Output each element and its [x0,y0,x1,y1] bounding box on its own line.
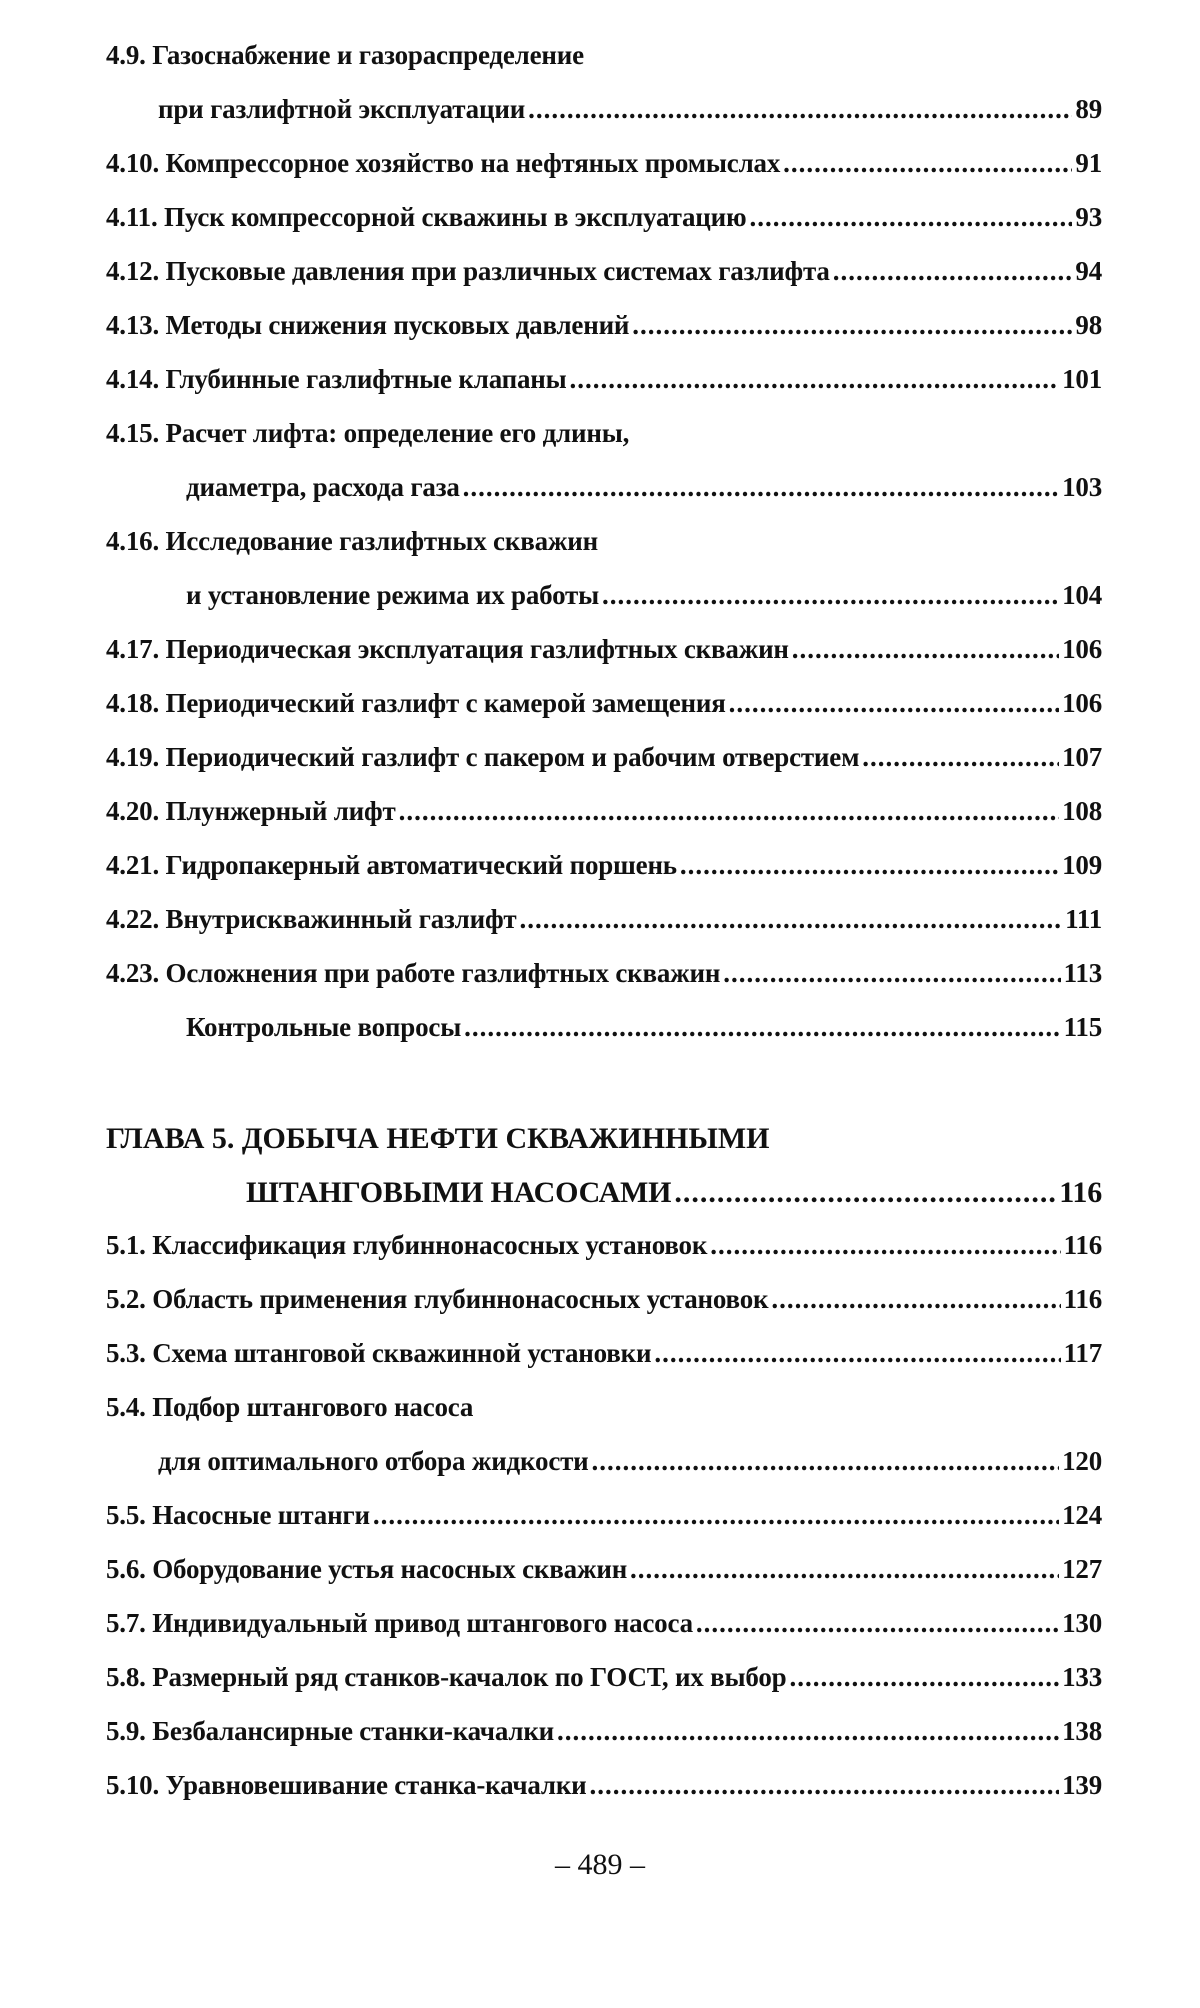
chapter-title: ШТАНГОВЫМИ НАСОСАМИ [246,1176,672,1209]
toc-entry-4-14 [106,364,1102,418]
dot-leader [570,364,1060,395]
toc-entry-5-5 [106,1500,1102,1554]
chapter-title: ГЛАВА 5. ДОБЫЧА НЕФТИ СКВАЖИННЫМИ [106,1122,770,1155]
toc-entry-title: и установление режима их работы [186,580,599,610]
dot-leader [592,1446,1060,1477]
toc-page-number: 113 [1063,958,1102,988]
toc-entry-title: 5.7. Индивидуальный привод штангового насоса [106,1608,693,1638]
table-of-contents [106,40,1102,1824]
chapter-heading [106,1176,1102,1230]
toc-page-number: 108 [1062,796,1102,826]
toc-entry-title: 5.5. Насосные штанги [106,1500,370,1530]
toc-entry-4-17 [106,634,1102,688]
toc-entry-4-9 [106,94,1102,148]
toc-entry-title: 4.22. Внутрискважинный газлифт [106,904,517,934]
toc-entry-title: 4.19. Периодический газлифт с пакером и рабочим отверстием [106,742,860,772]
toc-page-number: 138 [1062,1716,1102,1746]
toc-entry-title: 4.17. Периодическая эксплуатация газлифтных скважин [106,634,789,664]
toc-entry-4-19 [106,742,1102,796]
dot-leader [463,472,1059,503]
dot-leader [792,634,1059,665]
toc-entry-4-20 [106,796,1102,850]
toc-page-number: 116 [1063,1284,1102,1314]
toc-page-number: 104 [1062,580,1102,610]
toc-page-number: 139 [1062,1770,1102,1800]
toc-page-number: 103 [1062,472,1102,502]
toc-page-number: 93 [1075,202,1102,232]
toc-page-number: 117 [1063,1338,1102,1368]
toc-page-number: 111 [1065,904,1102,934]
dot-leader [590,1770,1060,1801]
toc-entry-4-15 [106,472,1102,526]
dot-leader [789,1662,1059,1693]
toc-entry-title: 4.14. Глубинные газлифтные клапаны [106,364,567,394]
toc-entry-4-13 [106,310,1102,364]
toc-entry-title: 5.9. Безбалансирные станки-качалки [106,1716,555,1746]
toc-entry-5-10 [106,1770,1102,1824]
toc-entry-5-4 [106,1446,1102,1500]
toc-page-number: 98 [1075,310,1102,340]
toc-entry-5-6 [106,1554,1102,1608]
toc-page-number: 91 [1075,148,1102,178]
toc-entry-title: 4.23. Осложнения при работе газлифтных скважин [106,958,721,988]
dot-leader [528,94,1072,125]
chapter-heading-first-line [106,1122,1102,1176]
dot-leader [723,958,1060,989]
toc-entry-title: 4.21. Гидропакерный автоматический поршень [106,850,677,880]
toc-entry-title: 5.3. Схема штанговой скважинной установки [106,1338,652,1368]
toc-entry-4-23 [106,958,1102,1012]
toc-entry-title: при газлифтной эксплуатации [158,94,526,124]
toc-entry-title: 5.2. Область применения глубиннонасосных установок [106,1284,769,1314]
toc-entry-5-7 [106,1608,1102,1662]
toc-entry-title: 5.6. Оборудование устья насосных скважин [106,1554,628,1584]
toc-entry-title: 4.10. Компрессорное хозяйство на нефтяных промыслах [106,148,781,178]
toc-page-number: 127 [1062,1554,1102,1584]
toc-entry-title: 5.10. Уравновешивание станка-качалки [106,1770,587,1800]
toc-page-number: 130 [1062,1608,1102,1638]
toc-entry-5-8 [106,1662,1102,1716]
toc-entry-4-18 [106,688,1102,742]
dot-leader [464,1012,1061,1043]
toc-page-number: 116 [1063,1230,1102,1260]
dot-leader [783,148,1072,179]
toc-page-number: 106 [1062,634,1102,664]
toc-entry-5-1 [106,1230,1102,1284]
toc-entry-4-22 [106,904,1102,958]
dot-leader [373,1500,1059,1531]
toc-entry-title: 4.11. Пуск компрессорной скважины в эксплуатацию [106,202,747,232]
toc-entry-title: Контрольные вопросы [186,1012,462,1042]
toc-entry-5-2 [106,1284,1102,1338]
toc-entry-5-9 [106,1716,1102,1770]
toc-page-number: 133 [1062,1662,1102,1692]
dot-leader [771,1284,1060,1315]
toc-entry-title: 4.15. Расчет лифта: определение его длины, [106,418,630,448]
toc-entry-title: 5.4. Подбор штангового насоса [106,1392,474,1422]
toc-entry-control-questions [106,1012,1102,1066]
toc-entry-title: для оптимального отбора жидкости [158,1446,589,1476]
toc-page-number: 89 [1075,94,1102,124]
toc-page-number: 109 [1062,850,1102,880]
toc-entry-title: 4.9. Газоснабжение и газораспределение [106,40,584,70]
toc-page-number: 107 [1062,742,1102,772]
dot-leader [680,850,1059,881]
toc-entry-4-10 [106,148,1102,202]
toc-entry-title: диаметра, расхода газа [186,472,460,502]
dot-leader [674,1176,1056,1210]
toc-entry-4-9-first-line [106,40,1102,94]
toc-entry-title: 5.1. Классификация глубиннонасосных установок [106,1230,708,1260]
dot-leader [632,310,1072,341]
page-number: – 489 – [555,1848,645,1881]
dot-leader [654,1338,1060,1369]
toc-entry-title: 4.20. Плунжерный лифт [106,796,396,826]
toc-entry-5-4-first-line [106,1392,1102,1446]
toc-page-number: 124 [1062,1500,1102,1530]
toc-page-number: 94 [1075,256,1102,286]
section-gap [106,1066,1102,1122]
dot-leader [399,796,1060,827]
toc-entry-4-16 [106,580,1102,634]
dot-leader [833,256,1073,287]
dot-leader [729,688,1059,719]
toc-entry-title: 4.12. Пусковые давления при различных системах газлифта [106,256,830,286]
toc-page-number: 101 [1062,364,1102,394]
toc-page-number: 116 [1059,1176,1102,1209]
dot-leader [862,742,1059,773]
dot-leader [602,580,1059,611]
dot-leader [749,202,1072,233]
toc-entry-4-21 [106,850,1102,904]
toc-page-number: 120 [1062,1446,1102,1476]
dot-leader [696,1608,1059,1639]
dot-leader [557,1716,1059,1747]
toc-entry-4-12 [106,256,1102,310]
toc-entry-title: 4.16. Исследование газлифтных скважин [106,526,598,556]
toc-entry-title: 5.8. Размерный ряд станков-качалок по ГОСТ, их выбор [106,1662,787,1692]
toc-entry-5-3 [106,1338,1102,1392]
toc-entry-title: 4.13. Методы снижения пусковых давлений [106,310,630,340]
toc-entry-title: 4.18. Периодический газлифт с камерой замещения [106,688,726,718]
toc-page-number: 115 [1063,1012,1102,1042]
dot-leader [520,904,1063,935]
toc-entry-4-16-first-line [106,526,1102,580]
dot-leader [710,1230,1060,1261]
toc-entry-4-15-first-line [106,418,1102,472]
dot-leader [630,1554,1059,1585]
toc-page-number: 106 [1062,688,1102,718]
toc-entry-4-11 [106,202,1102,256]
